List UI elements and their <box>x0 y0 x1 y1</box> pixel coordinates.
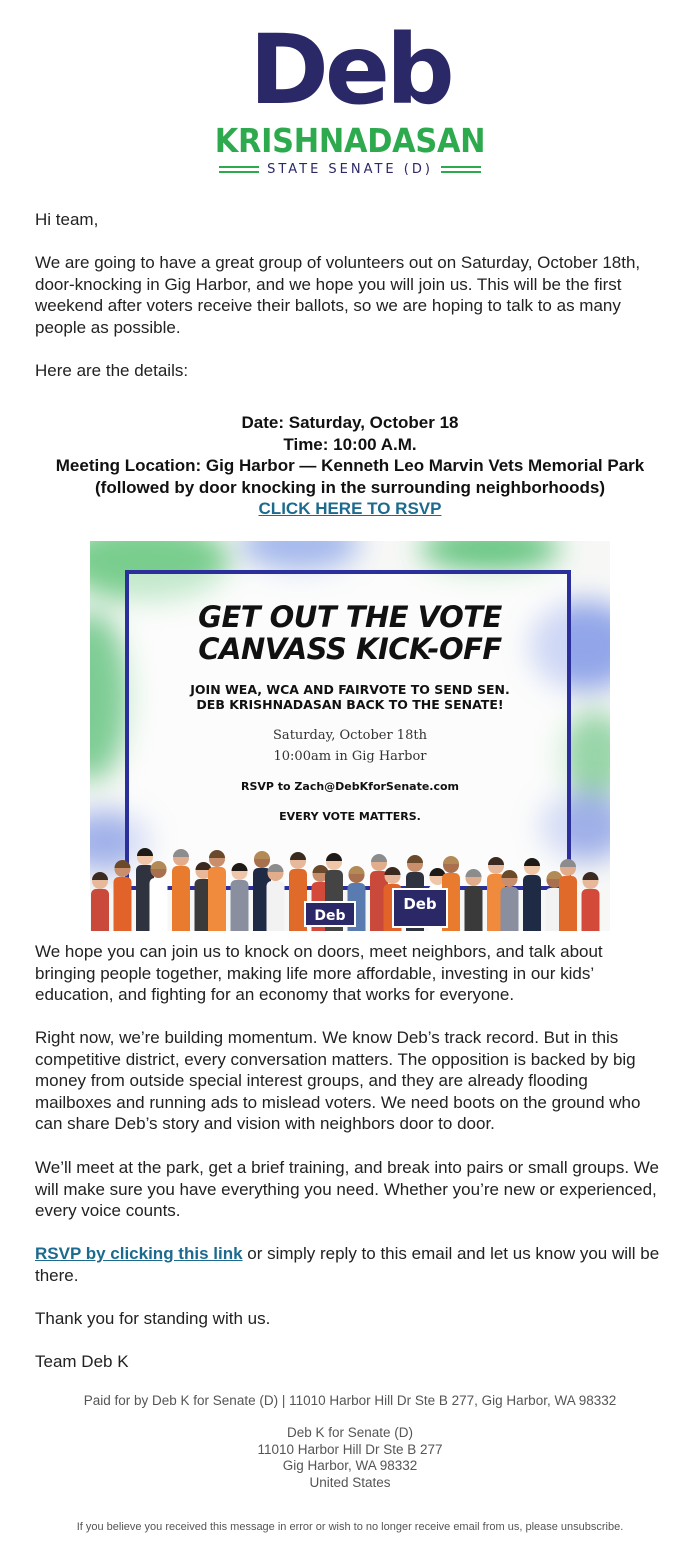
logo-first-name: Deb <box>249 14 451 126</box>
event-note: (followed by door knocking in the surrounding neighborhoods) <box>95 477 605 497</box>
signoff: Team Deb K <box>35 1352 129 1371</box>
flyer-date-time: Saturday, October 18th 10:00am in Gig Harbor <box>273 728 427 764</box>
rsvp-link-bottom[interactable]: RSVP by clicking this link <box>35 1244 243 1263</box>
logo-rule-left <box>219 166 259 173</box>
logo-office: STATE SENATE (D) <box>267 162 433 177</box>
event-flyer-image <box>90 541 610 931</box>
event-time: Time: 10:00 A.M. <box>283 434 417 454</box>
deb-sign-right: Deb <box>392 888 448 928</box>
campaign-logo <box>0 14 700 177</box>
rsvp-link-top[interactable]: CLICK HERE TO RSVP <box>258 499 442 518</box>
details-intro: Here are the details: <box>35 361 189 380</box>
unsubscribe-notice[interactable]: If you believe you received this message in error or wish to no longer receive email from us, please unsubscribe. <box>76 1521 624 1533</box>
rsvp-paragraph: RSVP by clicking this link or simply reply to this email and let us know you will be there. <box>35 1244 660 1285</box>
greeting: Hi team, <box>35 210 99 229</box>
thanks: Thank you for standing with us. <box>35 1309 271 1328</box>
deb-sign-left: Deb <box>304 901 356 927</box>
event-date: Date: Saturday, October 18 <box>241 413 459 432</box>
intro-paragraph: We are going to have a great group of volunteers out on Saturday, October 18th, door-knocking in Gig Harbor, and we hope you will join us. This will be the first weekend after voters receive their ballots, so we are hoping to talk to as many people as possible. <box>35 253 641 337</box>
body-paragraph-2: Right now, we’re building momentum. We know Deb’s track record. But in this competitive district, every conversation matters. The opposition is backed by big money from outside special interest groups, and they are already flooding mailboxes and running ads to mislead voters. We need boots on the ground who can share Deb’s story and vision with neighbors door to door. <box>35 1028 641 1133</box>
flyer-title: GET OUT THE VOTE CANVASS KICK-OFF <box>198 600 502 666</box>
flyer-tagline: EVERY VOTE MATTERS. <box>279 810 421 823</box>
flyer-subtitle: JOIN WEA, WCA AND FAIRVOTE TO SEND SEN. DEB KRISHNADASAN BACK TO THE SENATE! <box>190 682 510 712</box>
event-details <box>0 412 700 520</box>
flyer-rsvp: RSVP to Zach@DebKforSenate.com <box>240 780 460 793</box>
mailing-address: Deb K for Senate (D) 11010 Harbor Hill Dr Ste B 277 Gig Harbor, WA 98332 United States <box>257 1425 443 1490</box>
logo-rule-right <box>441 166 481 173</box>
body-paragraph-3: We’ll meet at the park, get a brief training, and break into pairs or small groups. We will make sure you have everything you need. Whether you’re new or experienced, every voice counts. <box>35 1158 659 1220</box>
paid-for-disclaimer: Paid for by Deb K for Senate (D) | 11010 Harbor Hill Dr Ste B 277, Gig Harbor, WA 98332 <box>83 1393 617 1408</box>
body-paragraph-1: We hope you can join us to knock on doors, meet neighbors, and talk about bringing people together, making life more affordable, investing in our kids’ education, and fighting for an economy that works for everyone. <box>35 942 603 1004</box>
event-location: Meeting Location: Gig Harbor — Kenneth Leo Marvin Vets Memorial Park <box>55 456 645 475</box>
logo-last-name: KRISHNADASAN <box>214 121 486 160</box>
